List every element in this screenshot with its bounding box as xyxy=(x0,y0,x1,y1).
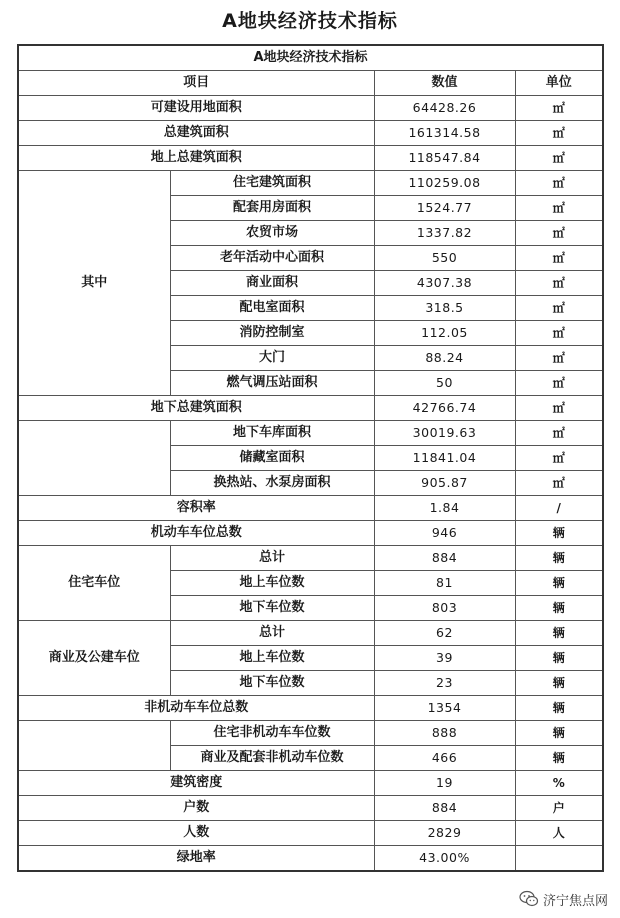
row-unit: ㎡ xyxy=(515,271,603,296)
row-label: 人数 xyxy=(18,821,374,846)
row-unit: 辆 xyxy=(515,621,603,646)
row-unit: ㎡ xyxy=(515,296,603,321)
group-label-empty xyxy=(18,721,170,771)
row-value: 466 xyxy=(374,746,515,771)
row-unit: 辆 xyxy=(515,596,603,621)
row-label: 建筑密度 xyxy=(18,771,374,796)
row-value: 50 xyxy=(374,371,515,396)
row-value: 88.24 xyxy=(374,346,515,371)
row-label: 配电室面积 xyxy=(170,296,374,321)
row-value: 1354 xyxy=(374,696,515,721)
row-unit: ㎡ xyxy=(515,146,603,171)
row-unit: 户 xyxy=(515,796,603,821)
row-value: 23 xyxy=(374,671,515,696)
table-title: A地块经济技术指标 xyxy=(18,45,603,71)
row-unit: ㎡ xyxy=(515,121,603,146)
row-label: 地上车位数 xyxy=(170,646,374,671)
row-label: 地下车库面积 xyxy=(170,421,374,446)
row-value: 884 xyxy=(374,546,515,571)
row-unit: ㎡ xyxy=(515,446,603,471)
table-row xyxy=(18,521,603,546)
table-row xyxy=(18,621,603,646)
row-label: 地下总建筑面积 xyxy=(18,396,374,421)
row-unit: ㎡ xyxy=(515,321,603,346)
table-row xyxy=(18,696,603,721)
watermark xyxy=(515,888,612,910)
row-label: 住宅建筑面积 xyxy=(170,171,374,196)
row-label: 消防控制室 xyxy=(170,321,374,346)
row-value: 550 xyxy=(374,246,515,271)
row-label: 户数 xyxy=(18,796,374,821)
row-label: 换热站、水泵房面积 xyxy=(170,471,374,496)
table-row xyxy=(18,771,603,796)
group-label-empty xyxy=(18,421,170,496)
row-label: 总计 xyxy=(170,546,374,571)
row-value: 4307.38 xyxy=(374,271,515,296)
row-label: 商业及配套非机动车位数 xyxy=(170,746,374,771)
row-value: 884 xyxy=(374,796,515,821)
table-row xyxy=(18,121,603,146)
row-value: 64428.26 xyxy=(374,96,515,121)
header-item: 项目 xyxy=(18,71,374,96)
row-value: 318.5 xyxy=(374,296,515,321)
row-unit: ㎡ xyxy=(515,371,603,396)
group-label-qizhong: 其中 xyxy=(18,171,170,396)
header-value: 数值 xyxy=(374,71,515,96)
row-value: 118547.84 xyxy=(374,146,515,171)
table-title-row xyxy=(18,45,603,71)
row-label: 总建筑面积 xyxy=(18,121,374,146)
table-row xyxy=(18,96,603,121)
row-label: 配套用房面积 xyxy=(170,196,374,221)
row-value: 112.05 xyxy=(374,321,515,346)
row-value: 905.87 xyxy=(374,471,515,496)
row-unit: % xyxy=(515,771,603,796)
table-row xyxy=(18,396,603,421)
row-label: 地下车位数 xyxy=(170,596,374,621)
row-label: 地上总建筑面积 xyxy=(18,146,374,171)
table-row xyxy=(18,846,603,872)
table-row xyxy=(18,171,603,196)
row-label: 非机动车车位总数 xyxy=(18,696,374,721)
row-unit: 辆 xyxy=(515,521,603,546)
header-row xyxy=(18,71,603,96)
row-value: 1524.77 xyxy=(374,196,515,221)
group-label-shangye: 商业及公建车位 xyxy=(18,621,170,696)
table-row xyxy=(18,546,603,571)
row-unit: ㎡ xyxy=(515,196,603,221)
row-value: 1337.82 xyxy=(374,221,515,246)
row-unit: ㎡ xyxy=(515,471,603,496)
row-label: 绿地率 xyxy=(18,846,374,872)
row-unit xyxy=(515,846,603,872)
wechat-icon xyxy=(519,890,539,908)
row-value: 2829 xyxy=(374,821,515,846)
row-value: 19 xyxy=(374,771,515,796)
row-label: 可建设用地面积 xyxy=(18,96,374,121)
row-unit: ㎡ xyxy=(515,396,603,421)
row-label: 住宅非机动车车位数 xyxy=(170,721,374,746)
row-label: 机动车车位总数 xyxy=(18,521,374,546)
group-label-zhuzhai: 住宅车位 xyxy=(18,546,170,621)
row-value: 30019.63 xyxy=(374,421,515,446)
indicator-table xyxy=(17,44,604,872)
row-unit: ㎡ xyxy=(515,346,603,371)
row-label: 地下车位数 xyxy=(170,671,374,696)
row-value: 43.00% xyxy=(374,846,515,872)
document-title: A地块经济技术指标 xyxy=(222,10,398,32)
watermark-text: 济宁焦点网 xyxy=(542,893,608,909)
row-value: 62 xyxy=(374,621,515,646)
table-row xyxy=(18,821,603,846)
row-value: 888 xyxy=(374,721,515,746)
row-label: 地上车位数 xyxy=(170,571,374,596)
row-value: 42766.74 xyxy=(374,396,515,421)
row-value: 1.84 xyxy=(374,496,515,521)
header-unit: 单位 xyxy=(515,71,603,96)
row-unit: 辆 xyxy=(515,546,603,571)
row-value: 39 xyxy=(374,646,515,671)
row-label: 农贸市场 xyxy=(170,221,374,246)
row-unit: 辆 xyxy=(515,721,603,746)
row-label: 老年活动中心面积 xyxy=(170,246,374,271)
row-value: 110259.08 xyxy=(374,171,515,196)
row-unit: 人 xyxy=(515,821,603,846)
row-unit: ㎡ xyxy=(515,421,603,446)
row-unit: 辆 xyxy=(515,696,603,721)
row-value: 81 xyxy=(374,571,515,596)
row-label: 总计 xyxy=(170,621,374,646)
table-row xyxy=(18,146,603,171)
row-label: 大门 xyxy=(170,346,374,371)
row-unit: ㎡ xyxy=(515,171,603,196)
row-unit: 辆 xyxy=(515,646,603,671)
row-value: 946 xyxy=(374,521,515,546)
table-row xyxy=(18,421,603,446)
row-value: 11841.04 xyxy=(374,446,515,471)
row-unit: 辆 xyxy=(515,746,603,771)
table-row xyxy=(18,496,603,521)
table-row xyxy=(18,796,603,821)
row-label: 容积率 xyxy=(18,496,374,521)
row-unit: 辆 xyxy=(515,571,603,596)
row-unit: / xyxy=(515,496,603,521)
row-unit: ㎡ xyxy=(515,96,603,121)
row-value: 803 xyxy=(374,596,515,621)
row-unit: ㎡ xyxy=(515,221,603,246)
row-label: 燃气调压站面积 xyxy=(170,371,374,396)
row-value: 161314.58 xyxy=(374,121,515,146)
row-label: 储藏室面积 xyxy=(170,446,374,471)
row-unit: ㎡ xyxy=(515,246,603,271)
row-unit: 辆 xyxy=(515,671,603,696)
row-label: 商业面积 xyxy=(170,271,374,296)
table-row xyxy=(18,721,603,746)
